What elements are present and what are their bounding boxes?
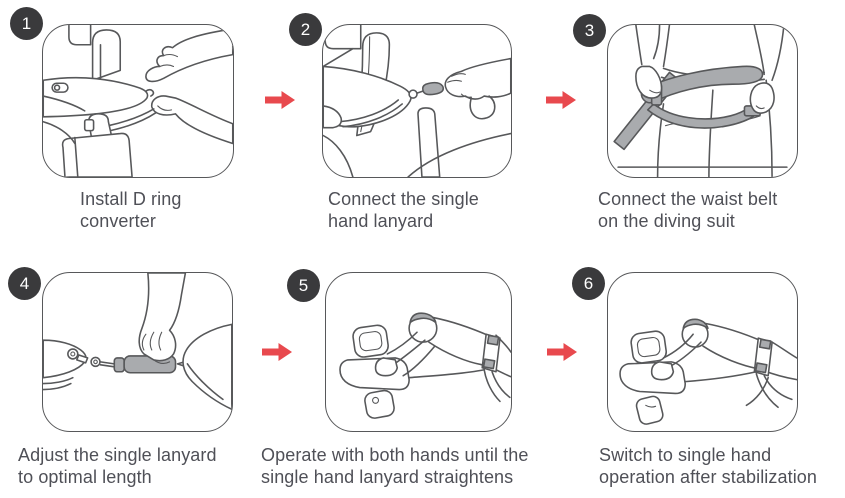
step-3-number-badge xyxy=(573,14,606,47)
step-number: 6 xyxy=(583,274,594,293)
step-5-illustration-panel xyxy=(325,272,512,432)
step-1-number-badge xyxy=(10,7,43,40)
step-3-illustration xyxy=(608,25,797,177)
caption-line: operation after stabilization xyxy=(599,466,818,487)
step-1-illustration xyxy=(43,25,233,177)
step-1-illustration-panel xyxy=(42,24,234,178)
caption-line: Operate with both hands until the xyxy=(261,445,529,465)
step-3-caption xyxy=(598,189,777,232)
caption-line: on the diving suit xyxy=(598,210,735,231)
step-6-caption xyxy=(599,445,817,488)
caption-line: hand lanyard xyxy=(328,210,434,231)
arrow-right-icon xyxy=(546,91,576,109)
step-2-number-badge xyxy=(289,13,322,46)
caption-line: Install D ring xyxy=(80,189,182,209)
step-2-illustration xyxy=(323,25,511,177)
step-4-number-badge xyxy=(8,267,41,300)
step-5-illustration xyxy=(326,273,511,431)
caption-line: single hand lanyard straightens xyxy=(261,466,514,487)
caption-line: Adjust the single lanyard xyxy=(18,445,217,465)
step-6-number-badge xyxy=(572,267,605,300)
caption-line: Switch to single hand xyxy=(599,445,772,465)
step-3-illustration-panel xyxy=(607,24,798,178)
step-2-illustration-panel xyxy=(322,24,512,178)
step-number: 1 xyxy=(21,14,32,33)
caption-line: Connect the waist belt xyxy=(598,189,778,209)
step-number: 5 xyxy=(298,276,309,295)
arrow-right-icon xyxy=(265,91,295,109)
step-2-caption xyxy=(328,189,479,232)
caption-line: to optimal length xyxy=(18,466,152,487)
caption-line: Connect the single xyxy=(328,189,479,209)
step-5-caption xyxy=(261,445,528,488)
arrow-right-icon xyxy=(547,343,577,361)
step-6-illustration-panel xyxy=(607,272,798,432)
step-5-number-badge xyxy=(287,269,320,302)
step-4-illustration-panel xyxy=(42,272,233,432)
caption-line: converter xyxy=(80,210,156,231)
arrow-right-icon xyxy=(262,343,292,361)
step-6-illustration xyxy=(608,273,797,431)
step-number: 3 xyxy=(584,21,595,40)
step-1-caption xyxy=(80,189,181,232)
step-number: 2 xyxy=(300,20,311,39)
step-4-illustration xyxy=(43,273,232,431)
step-number: 4 xyxy=(19,274,30,293)
step-4-caption xyxy=(18,445,217,488)
